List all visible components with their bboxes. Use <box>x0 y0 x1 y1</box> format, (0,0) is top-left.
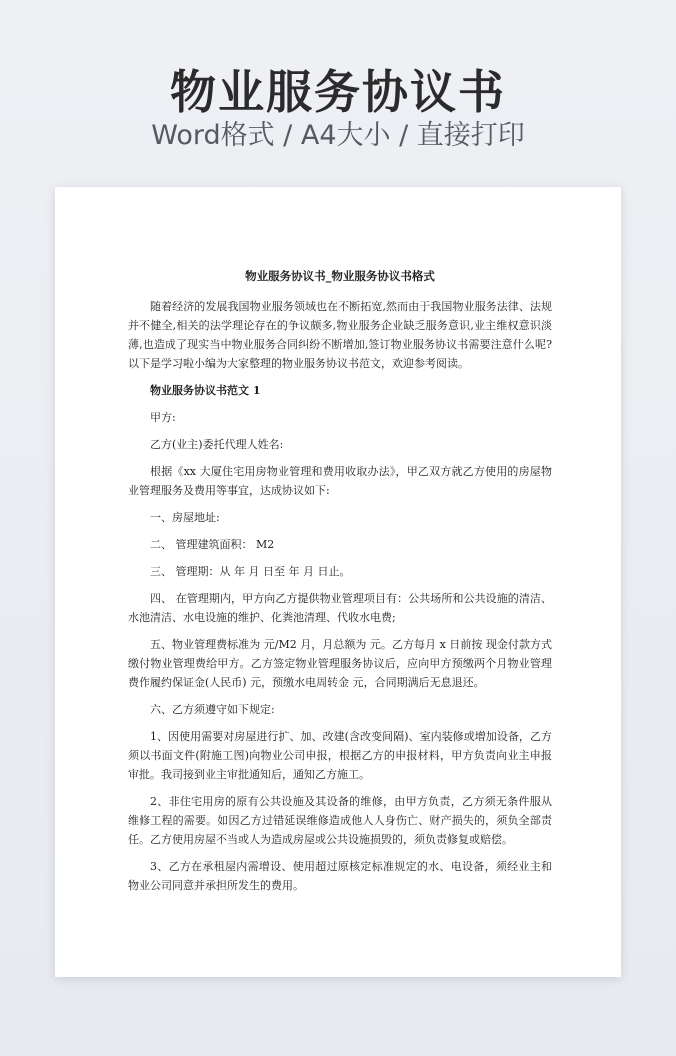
document-page <box>55 187 621 977</box>
banner-subtitle: Word格式 / A4大小 / 直接打印 <box>151 120 525 151</box>
rule-1: 1、因使用需要对房屋进行扩、加、改建(含改变间隔)、室内装修或增加设备，乙方须以书面文件(附施工图)向物业公司申报，根据乙方的申报材料，甲方负责向业主申报审批。我司接到业主审批通知后，通知乙方施工。 <box>128 730 552 781</box>
section-heading: 物业服务协议书范文 1 <box>150 384 261 397</box>
rule-2: 2、非住宅用房的原有公共设施及其设备的维修，由甲方负责，乙方须无条件服从维修工程的需要。如因乙方过错延误维修造成他人人身伤亡、财产损失的，须负全部责任。乙方使用房屋不当或人为造成房屋或公共设施损毁的，须负责修复或赔偿。 <box>128 795 552 846</box>
agreement-basis-paragraph: 根据《xx 大厦住宅用房物业管理和费用收取办法》，甲乙双方就乙方使用的房屋物业管理服务及费用等事宜，达成协议如下: <box>128 465 552 497</box>
intro-paragraph: 随着经济的发展我国物业服务领域也在不断拓宽,然而由于我国物业服务法律、法规并不健全,相关的法学理论存在的争议颇多,物业服务企业缺乏服务意识,业主维权意识淡薄,也造成了现实当中物业服务合同纠纷不断增加,签订物业服务协议书需要注意什么呢?以下是学习啦小编为大家整理的物业服务协议书范文，欢迎参考阅读。 <box>128 300 552 370</box>
clause-1: 一、房屋地址: <box>150 511 220 524</box>
clause-3: 三、 管理期：从 年 月 日至 年 月 日止。 <box>150 565 351 578</box>
clause-4: 四、 在管理期内，甲方向乙方提供物业管理项目有：公共场所和公共设施的清洁、水池清洁、水电设施的维护、化粪池清理、代收水电费; <box>128 592 552 624</box>
document-title: 物业服务协议书_物业服务协议书格式 <box>245 269 435 283</box>
document-body <box>128 267 552 903</box>
banner-title: 物业服务协议书 <box>170 65 506 119</box>
clause-6: 六、乙方须遵守如下规定: <box>150 703 275 716</box>
party-a-line: 甲方: <box>150 411 176 424</box>
clause-2: 二、 管理建筑面积： M2 <box>150 538 275 551</box>
party-b-line: 乙方(业主)委托代理人姓名: <box>150 438 284 451</box>
clause-5: 五、物业管理费标准为 元/M2 月，月总额为 元。乙方每月 x 日前按 现金付款方式缴付物业管理费给甲方。乙方签定物业管理服务协议后，应向甲方预缴两个月物业管理费作履约保证金(人民币) 元，预缴水电周转金 元，合同期满后无息退还。 <box>128 638 552 689</box>
rule-3: 3、乙方在承租屋内需增设、使用超过原核定标准规定的水、电设备，须经业主和物业公司同意并承担所发生的费用。 <box>128 860 552 892</box>
